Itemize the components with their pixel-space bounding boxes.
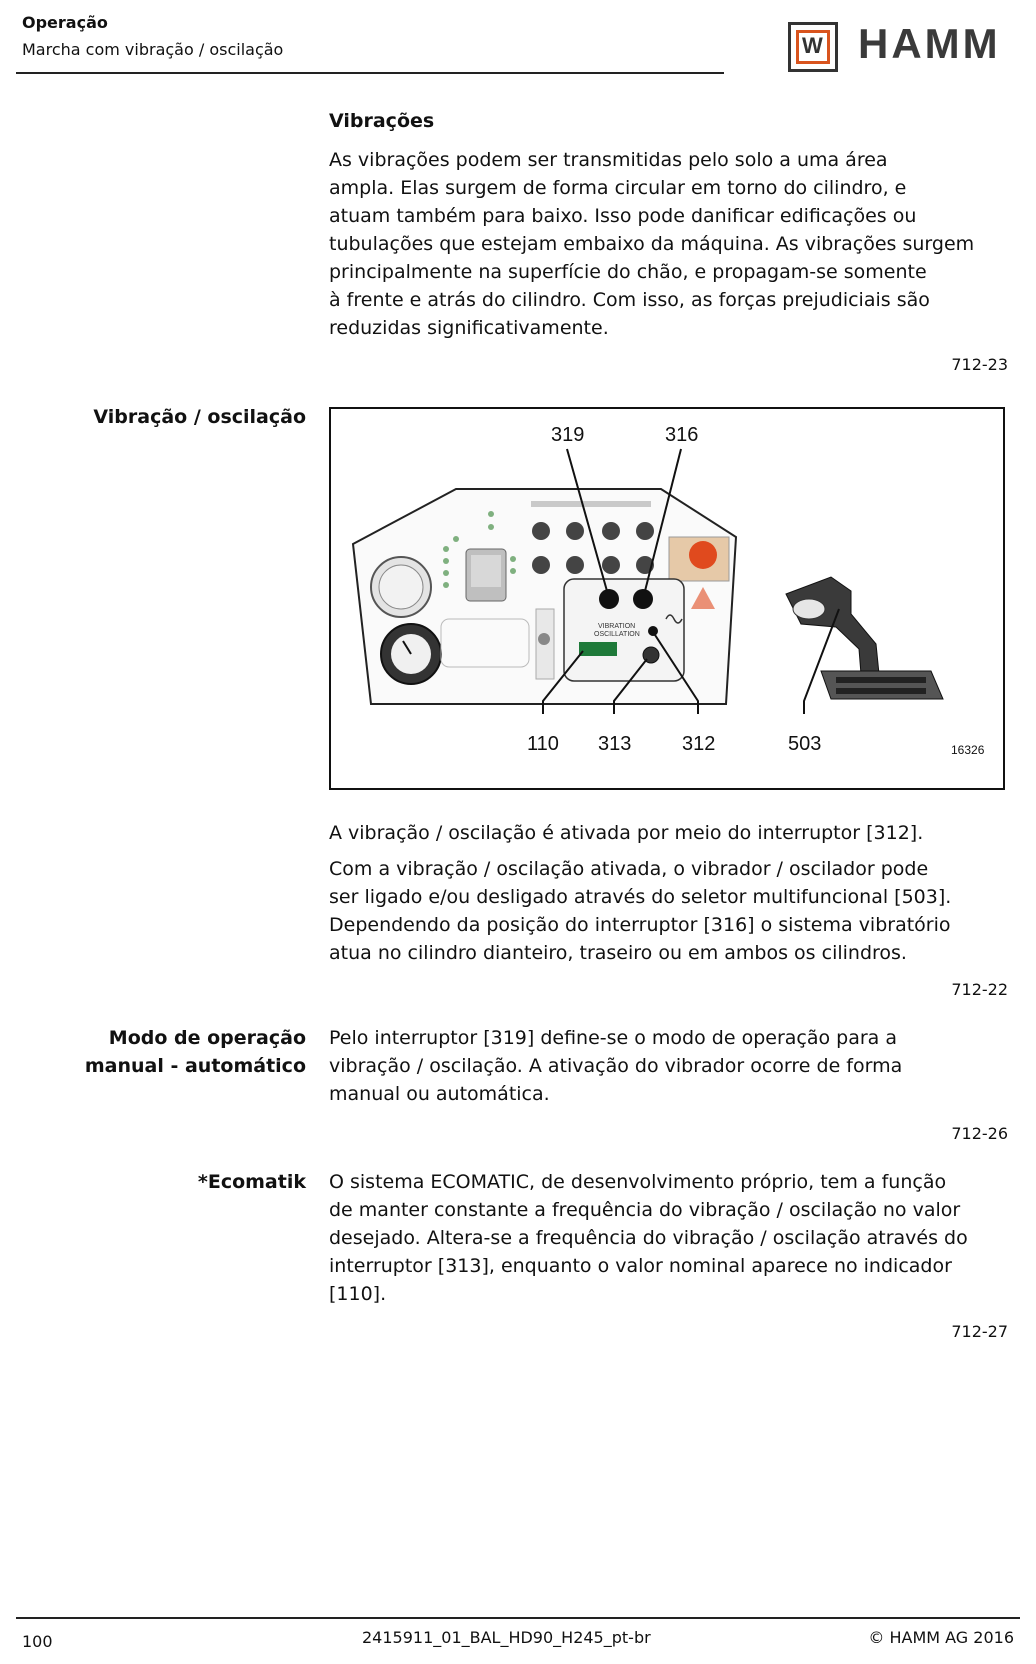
logo-emblem — [788, 22, 838, 72]
text-line: à frente e atrás do cilindro. Com isso, as forças prejudiciais são — [329, 289, 930, 311]
switch-312-icon — [648, 626, 658, 636]
paragraph-ecomatik — [329, 1168, 1009, 1308]
text-line: O sistema ECOMATIC, de desenvolvimento próprio, tem a função — [329, 1171, 947, 1193]
text-line: ser ligado e/ou desligado através do seletor multifuncional [503]. — [329, 886, 952, 908]
callout-label: 319 — [551, 424, 585, 446]
vibration-subpanel — [564, 579, 684, 681]
heading-line: Modo de operação — [108, 1027, 306, 1049]
text-line: desejado. Altera-se a frequência do vibração / oscilação através do — [329, 1227, 968, 1249]
text-line: de manter constante a frequência do vibração / oscilação no valor — [329, 1199, 961, 1221]
callout-label: 503 — [788, 733, 822, 755]
page-number: 100 — [22, 1632, 53, 1651]
text-line: tubulações que estejam embaixo da máquina. As vibrações surgem — [329, 233, 975, 255]
figure-illustration — [331, 409, 1003, 788]
text-line: principalmente na superfície do chão, e propagam-se somente — [329, 261, 927, 283]
emergency-stop-icon — [689, 541, 717, 569]
text-line: Dependendo da posição do interruptor [316] o sistema vibratório — [329, 914, 951, 936]
text-line: ampla. Elas surgem de forma circular em torno do cilindro, e — [329, 177, 907, 199]
footer-rule — [16, 1617, 1020, 1619]
heading-line: manual - automático — [84, 1055, 306, 1077]
text-line: reduzidas significativamente. — [329, 317, 609, 339]
text-line: Com a vibração / oscilação ativada, o vibrador / oscilador pode — [329, 858, 929, 880]
callout-label: 110 — [527, 733, 559, 755]
document-id: 2415911_01_BAL_HD90_H245_pt-br — [362, 1628, 651, 1647]
panel-label: OSCILLATION — [594, 631, 640, 638]
text-line: atuam também para baixo. Isso pode danificar edificações ou — [329, 205, 917, 227]
side-heading-ecomatik: *Ecomatik — [197, 1171, 306, 1193]
paragraph-activation: A vibração / oscilação é ativada por meio do interruptor [312]. — [329, 822, 924, 844]
text-line: interruptor [313], enquanto o valor nominal aparece no indicador — [329, 1255, 952, 1277]
multifunction-lever-503-icon — [786, 577, 943, 699]
panel-label: VIBRATION — [598, 623, 636, 630]
callout-label: 316 — [665, 424, 699, 446]
paragraph-switching — [329, 855, 1009, 967]
callout-label: 312 — [682, 733, 716, 755]
copyright-notice: © HAMM AG 2016 — [868, 1628, 1014, 1647]
text-line: [110]. — [329, 1283, 387, 1305]
control-panel-figure — [329, 407, 1005, 790]
header-subsection-title: Marcha com vibração / oscilação — [22, 40, 284, 59]
figure-number: 16326 — [951, 743, 985, 757]
switch-319-icon — [599, 589, 619, 609]
paragraph-modo — [329, 1024, 1009, 1108]
paragraph-vibracoes — [329, 146, 1009, 342]
reference-code: 712-23 — [951, 355, 1008, 374]
text-line: As vibrações podem ser transmitidas pelo solo a uma área — [329, 149, 888, 171]
logo-letter: W — [802, 33, 823, 58]
indicator-110-display — [579, 642, 617, 656]
header-rule — [16, 72, 724, 74]
logo-wordmark: HAMM — [858, 20, 1001, 67]
text-line: atua no cilindro dianteiro, traseiro ou em ambos os cilindros. — [329, 942, 907, 964]
reference-code: 712-26 — [951, 1124, 1008, 1143]
text-line: manual ou automática. — [329, 1083, 550, 1105]
text-line: Pelo interruptor [319] define-se o modo de operação para a — [329, 1027, 897, 1049]
callout-label: 313 — [598, 733, 632, 755]
switch-316-icon — [633, 589, 653, 609]
section-title-vibracoes: Vibrações — [329, 110, 435, 132]
side-heading-modo-operacao — [85, 1024, 306, 1080]
hamm-logo — [788, 20, 1018, 74]
text-line: vibração / oscilação. A ativação do vibrador ocorre de forma — [329, 1055, 903, 1077]
header-section-title: Operação — [22, 13, 108, 32]
reference-code: 712-27 — [951, 1322, 1008, 1341]
side-heading-vibracao-oscilacao: Vibração / oscilação — [93, 406, 306, 428]
reference-code: 712-22 — [951, 980, 1008, 999]
